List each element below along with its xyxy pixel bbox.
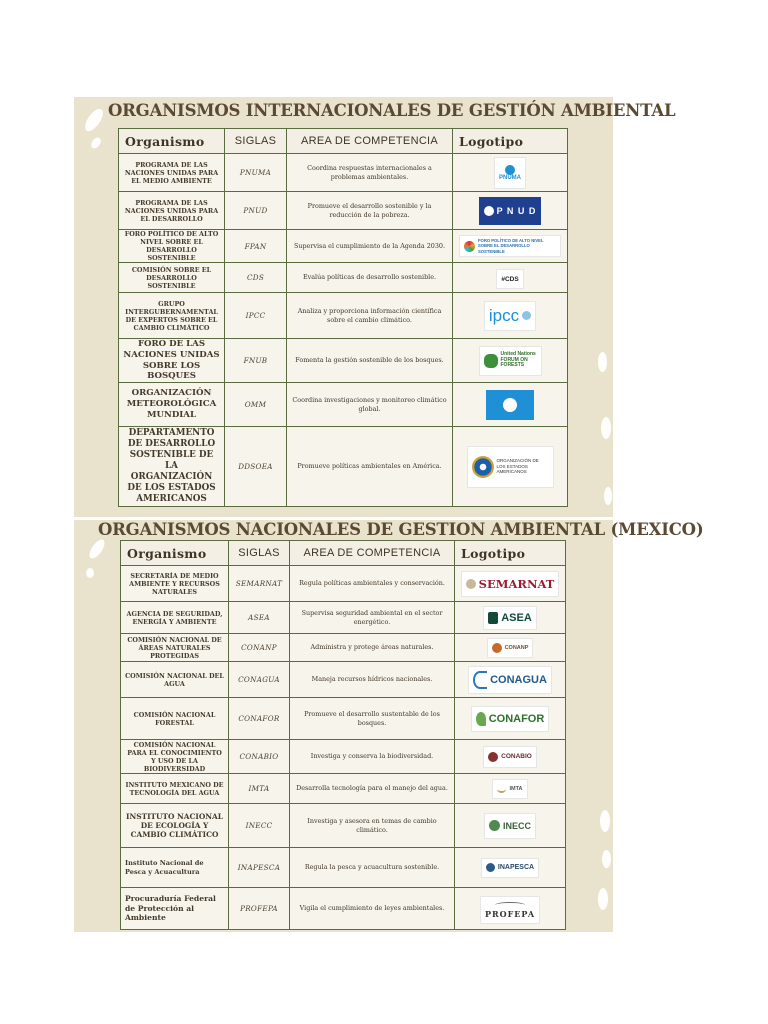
un-emblem-icon [484, 206, 494, 216]
decor-blob [87, 537, 108, 561]
table-row [119, 192, 568, 230]
org-area: Supervisa el cumplimiento de la Agenda 2030. [287, 230, 453, 263]
org-area: Investiga y conserva la biodiversidad. [290, 740, 455, 774]
table-row [121, 804, 566, 848]
org-logo-cell [455, 662, 566, 698]
inapesca-logo: INAPESCA [481, 858, 539, 878]
decor-blob [601, 417, 611, 439]
national-table [120, 540, 566, 930]
org-logo-cell [453, 293, 568, 339]
org-name: PROGRAMA DE LAS NACIONES UNIDAS PARA EL MEDIO AMBIENTE [119, 154, 225, 192]
org-area: Coordina respuestas internacionales a problemas ambientales. [287, 154, 453, 192]
national-panel [74, 520, 704, 932]
org-name: Instituto Nacional de Pesca y Acuacultura [121, 848, 229, 888]
org-logo-cell [455, 848, 566, 888]
table-row [121, 848, 566, 888]
org-name: COMISIÓN NACIONAL DE ÁREAS NATURALES PROTEGIDAS [121, 634, 229, 662]
water-drop-icon [473, 671, 487, 689]
org-siglas: CONAFOR [229, 698, 290, 740]
conafor-logo: CONAFOR [471, 706, 550, 732]
org-area: Evalúa políticas de desarrollo sostenible. [287, 263, 453, 293]
org-area: Desarrolla tecnología para el manejo del agua. [290, 774, 455, 804]
hlpf-logo: FORO POLÍTICO DE ALTO NIVEL SOBRE EL DESARROLLO SOSTENIBLE [459, 235, 561, 257]
international-title: ORGANISMOS INTERNACIONALES DE GESTIÓN AMBIENTAL [108, 101, 676, 120]
org-siglas: CONAGUA [229, 662, 290, 698]
inecc-logo: INECC [484, 813, 536, 839]
org-name: ORGANIZACIÓN METEOROLÓGICA MUNDIAL [119, 383, 225, 427]
decor-blob [598, 888, 608, 910]
header-siglas: SIGLAS [229, 541, 290, 566]
org-siglas: OMM [225, 383, 287, 427]
org-area: Analiza y proporciona información científica sobre el cambio climático. [287, 293, 453, 339]
conabio-logo: CONABIO [483, 746, 537, 768]
table-row [121, 634, 566, 662]
org-name: PROGRAMA DE LAS NACIONES UNIDAS PARA EL DESARROLLO [119, 192, 225, 230]
un-emblem-icon [522, 311, 531, 320]
arch-icon [495, 902, 525, 908]
conagua-logo: CONAGUA [468, 666, 552, 694]
pnud-logo: P N U D [479, 197, 542, 225]
org-area: Vigila el cumplimiento de leyes ambientales. [290, 888, 455, 930]
org-name: GRUPO INTERGUBERNAMENTAL DE EXPERTOS SOBRE EL CAMBIO CLIMÁTICO [119, 293, 225, 339]
org-logo-cell [453, 154, 568, 192]
org-area: Coordina investigaciones y monitoreo climático global. [287, 383, 453, 427]
org-siglas: ASEA [229, 602, 290, 634]
org-area: Maneja recursos hídricos nacionales. [290, 662, 455, 698]
table-row [119, 154, 568, 192]
org-area: Supervisa seguridad ambiental en el sector energético. [290, 602, 455, 634]
table-row [121, 888, 566, 930]
inecc-emblem-icon [489, 820, 500, 831]
header-organismo: Organismo [119, 129, 225, 154]
org-logo-cell [453, 427, 568, 507]
org-name: DEPARTAMENTO DE DESARROLLO SOSTENIBLE DE LA ORGANIZACIÓN DE LOS ESTADOS AMERICANOS [119, 427, 225, 507]
org-name: COMISIÓN NACIONAL PARA EL CONOCIMIENTO Y USO DE LA BIODIVERSIDAD [121, 740, 229, 774]
decor-blob [86, 568, 94, 578]
org-area: Regula la pesca y acuacultura sostenible. [290, 848, 455, 888]
decor-blob [82, 106, 107, 134]
mexico-seal-icon [466, 579, 476, 589]
org-logo-cell [455, 602, 566, 634]
conabio-emblem-icon [488, 752, 498, 762]
org-siglas: PNUD [225, 192, 287, 230]
header-logotipo: Logotipo [455, 541, 566, 566]
decor-blob [598, 352, 607, 372]
org-siglas: PNUMA [225, 154, 287, 192]
org-siglas: CONABIO [229, 740, 290, 774]
org-area: Administra y protege áreas naturales. [290, 634, 455, 662]
profepa-logo: PROFEPA [480, 896, 540, 924]
org-siglas: CDS [225, 263, 287, 293]
table-row [119, 383, 568, 427]
org-logo-cell [455, 804, 566, 848]
org-siglas: FNUB [225, 339, 287, 383]
wmo-logo [486, 390, 534, 420]
semarnat-logo: SEMARNAT [461, 571, 560, 597]
org-name: COMISIÓN NACIONAL DEL AGUA [121, 662, 229, 698]
org-siglas: IMTA [229, 774, 290, 804]
org-name: FORO POLÍTICO DE ALTO NIVEL SOBRE EL DESARROLLO SOSTENIBLE [119, 230, 225, 263]
org-name: COMISIÓN NACIONAL FORESTAL [121, 698, 229, 740]
header-logotipo: Logotipo [453, 129, 568, 154]
decor-blob [89, 136, 102, 150]
org-area: Promueve el desarrollo sostenible y la reducción de la pobreza. [287, 192, 453, 230]
wmo-emblem-icon [503, 398, 517, 412]
oea-emblem-icon [472, 456, 494, 478]
conanp-logo: CONANP [487, 638, 534, 658]
org-siglas: CONANP [229, 634, 290, 662]
table-header-row [119, 129, 568, 154]
forum-forests-logo: United Nations FORUM ON FORESTS [479, 346, 542, 376]
org-siglas: PROFEPA [229, 888, 290, 930]
org-name: INSTITUTO MEXICANO DE TECNOLOGÍA DEL AGUA [121, 774, 229, 804]
sdg-wheel-icon [464, 241, 475, 252]
org-area: Investiga y asesora en temas de cambio climático. [290, 804, 455, 848]
table-row [119, 427, 568, 507]
header-area: AREA DE COMPETENCIA [290, 541, 455, 566]
org-logo-cell [453, 339, 568, 383]
table-row [121, 662, 566, 698]
header-siglas: SIGLAS [225, 129, 287, 154]
table-row [121, 740, 566, 774]
header-area: AREA DE COMPETENCIA [287, 129, 453, 154]
table-row [119, 293, 568, 339]
org-siglas: SEMARNAT [229, 566, 290, 602]
decor-blob [602, 850, 611, 868]
tree-icon [484, 354, 498, 368]
org-logo-cell [453, 263, 568, 293]
table-row [121, 566, 566, 602]
table-row [121, 774, 566, 804]
leaf-icon [476, 712, 486, 726]
decor-blob [600, 810, 610, 832]
conanp-emblem-icon [492, 643, 502, 653]
org-siglas: INAPESCA [229, 848, 290, 888]
org-logo-cell [455, 740, 566, 774]
org-area: Promueve políticas ambientales en América. [287, 427, 453, 507]
org-logo-cell [455, 634, 566, 662]
org-siglas: IPCC [225, 293, 287, 339]
org-siglas: INECC [229, 804, 290, 848]
org-logo-cell [453, 230, 568, 263]
wave-icon [497, 785, 506, 793]
org-siglas: FPAN [225, 230, 287, 263]
org-name: Procuraduría Federal de Protección al Ambiente [121, 888, 229, 930]
org-area: Promueve el desarrollo sustentable de los bosques. [290, 698, 455, 740]
table-row [119, 230, 568, 263]
org-logo-cell [455, 774, 566, 804]
org-logo-cell [455, 566, 566, 602]
ipcc-logo: ipcc [484, 301, 536, 331]
table-row [119, 263, 568, 293]
org-name: FORO DE LAS NACIONES UNIDAS SOBRE LOS BOSQUES [119, 339, 225, 383]
org-siglas: DDSOEA [225, 427, 287, 507]
org-name: SECRETARÍA DE MEDIO AMBIENTE Y RECURSOS NATURALES [121, 566, 229, 602]
national-title: ORGANISMOS NACIONALES DE GESTION AMBIENTAL (MEXICO) [98, 520, 704, 539]
table-row [119, 339, 568, 383]
table-row [121, 602, 566, 634]
imta-logo: IMTA [492, 779, 527, 799]
org-name: COMISIÓN SOBRE EL DESARROLLO SOSTENIBLE [119, 263, 225, 293]
oea-logo: ORGANIZACIÓN DE LOS ESTADOS AMERICANOS [467, 446, 554, 488]
table-row [121, 698, 566, 740]
international-table [118, 128, 568, 507]
un-emblem-icon [505, 165, 515, 175]
org-area: Fomenta la gestión sostenible de los bosques. [287, 339, 453, 383]
shield-icon [488, 612, 498, 624]
org-logo-cell [455, 698, 566, 740]
fish-icon [486, 863, 495, 872]
org-area: Regula políticas ambientales y conservación. [290, 566, 455, 602]
table-header-row [121, 541, 566, 566]
decor-blob [604, 487, 612, 505]
org-name: AGENCIA DE SEGURIDAD, ENERGÍA Y AMBIENTE [121, 602, 229, 634]
org-logo-cell [453, 383, 568, 427]
org-name: INSTITUTO NACIONAL DE ECOLOGÍA Y CAMBIO CLIMÁTICO [121, 804, 229, 848]
cds-logo: #CDS [496, 269, 523, 289]
asea-logo: ASEA [483, 606, 537, 630]
org-logo-cell [453, 192, 568, 230]
pnuma-logo: PNUMA [494, 157, 526, 189]
header-organismo: Organismo [121, 541, 229, 566]
international-panel [74, 97, 676, 517]
org-logo-cell [455, 888, 566, 930]
